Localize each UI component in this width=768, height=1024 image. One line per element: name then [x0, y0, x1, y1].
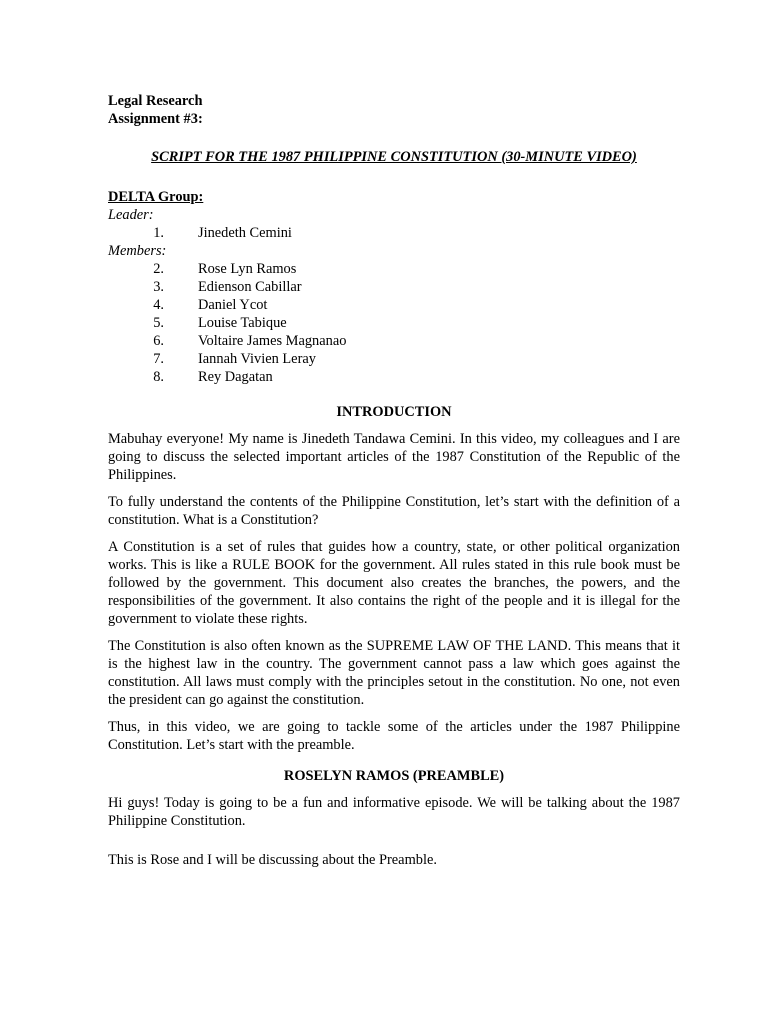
- leader-row: [108, 224, 680, 242]
- member-row: [108, 350, 680, 368]
- group-name: DELTA Group:: [108, 189, 204, 205]
- member-row: [108, 314, 680, 332]
- assignment-label: Assignment #3:: [108, 111, 203, 127]
- member-number: 5.: [153, 315, 164, 331]
- member-name: Rey Dagatan: [198, 369, 273, 385]
- intro-paragraph: To fully understand the contents of the Philippine Constitution, let’s start with the definition of a constitution. What is a Constitution?: [108, 494, 680, 528]
- member-row: [108, 296, 680, 314]
- member-name: Iannah Vivien Leray: [198, 351, 316, 367]
- preamble-heading: ROSELYN RAMOS (PREAMBLE): [283, 768, 505, 784]
- preamble-paragraph: This is Rose and I will be discussing about the Preamble.: [108, 852, 437, 868]
- document-page: [108, 92, 680, 878]
- members-label: Members:: [108, 243, 167, 259]
- member-name: Voltaire James Magnanao: [198, 333, 347, 349]
- member-name: Edienson Cabillar: [198, 279, 302, 295]
- course-title: Legal Research: [108, 93, 203, 109]
- intro-paragraph: Thus, in this video, we are going to tackle some of the articles under the 1987 Philippine Constitution. Let’s start with the preamble.: [108, 719, 680, 753]
- member-name: Jinedeth Cemini: [198, 225, 292, 241]
- intro-paragraph: Mabuhay everyone! My name is Jinedeth Tandawa Cemini. In this video, my colleagues and I are going to discuss the selected important articles of the 1987 Constitution of the Republic of the Philippines.: [108, 431, 680, 483]
- member-number: 1.: [153, 225, 164, 241]
- member-number: 8.: [153, 369, 164, 385]
- member-name: Louise Tabique: [198, 315, 287, 331]
- intro-paragraph: A Constitution is a set of rules that guides how a country, state, or other political organization works. This is like a RULE BOOK for the government. All rules stated in this rule book must be followed by the government. This document also creates the branches, the powers, and the responsibilities of the government. It also contains the right of the people and it is illegal for the government to violate these rights.: [108, 539, 680, 627]
- preamble-paragraph: Hi guys! Today is going to be a fun and informative episode. We will be talking about the 1987 Philippine Constitution.: [108, 795, 680, 829]
- member-name: Rose Lyn Ramos: [198, 261, 297, 277]
- member-row: [108, 260, 680, 278]
- leader-label: Leader:: [108, 207, 154, 223]
- member-number: 3.: [153, 279, 164, 295]
- member-number: 6.: [153, 333, 164, 349]
- member-row: [108, 368, 680, 386]
- member-row: [108, 332, 680, 350]
- member-number: 4.: [153, 297, 164, 313]
- member-number: 7.: [153, 351, 164, 367]
- member-name: Daniel Ycot: [198, 297, 268, 313]
- intro-paragraph: The Constitution is also often known as the SUPREME LAW OF THE LAND. This means that it is the highest law in the country. The government cannot pass a law which goes against the constitution. All laws must comply with the principles setout in the constitution. No one, not even the president can go against the constitution.: [108, 638, 680, 708]
- introduction-heading: INTRODUCTION: [336, 404, 452, 420]
- script-title: SCRIPT FOR THE 1987 PHILIPPINE CONSTITUTION (30-MINUTE VIDEO): [151, 149, 637, 165]
- member-number: 2.: [153, 261, 164, 277]
- member-row: [108, 278, 680, 296]
- group-roster: [108, 188, 680, 386]
